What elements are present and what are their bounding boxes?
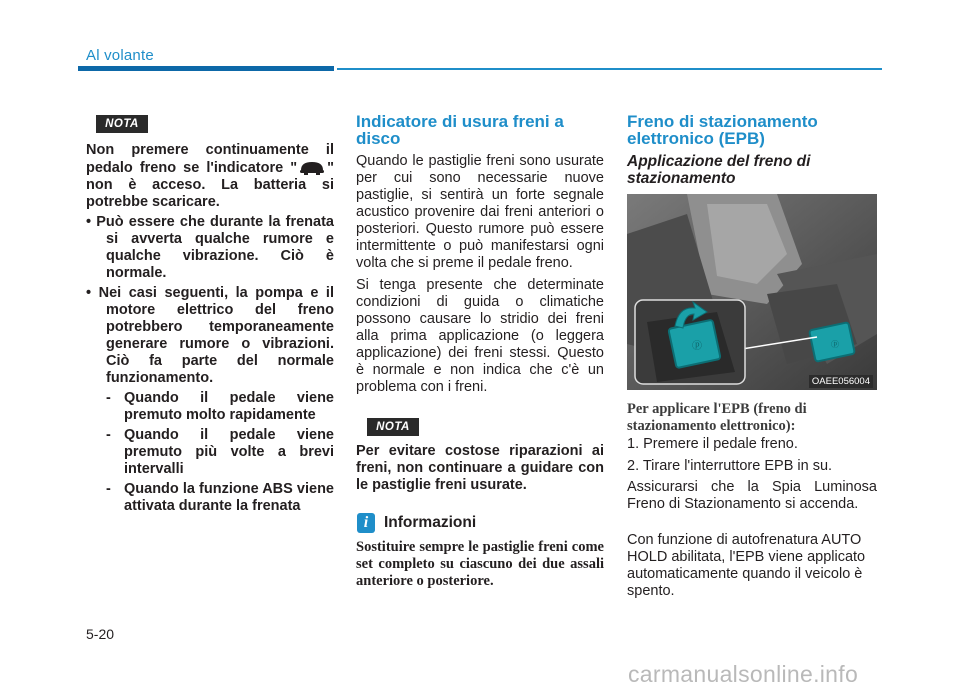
header-rule-dark <box>78 66 334 71</box>
info-header <box>357 513 476 533</box>
dash-item: - Quando la funzione ABS viene attivata durante la frenata <box>106 481 334 514</box>
epb-switch-photo <box>627 194 877 390</box>
note-content <box>86 142 334 515</box>
info-text: Sostituire sempre le pastiglie freni come set completo su ciascuno dei due assali anteriore o posteriore. <box>356 539 604 589</box>
note-intro: Non premere continuamente il pedalo freno se l'indicatore " " non è acceso. La batteria si potrebbe scaricare. <box>86 142 334 210</box>
info-icon: i <box>357 513 375 533</box>
header-rule-light <box>337 68 882 70</box>
note-label: NOTA <box>367 418 419 436</box>
info-label: Informazioni <box>384 514 477 531</box>
svg-text:ⓟ: ⓟ <box>831 340 839 349</box>
dash-item: - Quando il pedale viene premuto più volte a brevi intervalli <box>106 427 334 477</box>
bullet-item: • Nei casi seguenti, la pompa e il motore elettrico del freno potrebbero temporaneamente generare rumore o vibrazioni. Ciò fa parte del normale funzionamento. <box>86 285 334 386</box>
note-label: NOTA <box>96 115 148 133</box>
section-heading: Freno di stazionamento elettronico (EPB) <box>627 112 818 148</box>
paragraph: Assicurarsi che la Spia Luminosa Freno di Stazionamento si accenda. <box>627 479 877 512</box>
paragraph: Quando le pastiglie freni sono usurate per cui sono necessarie nuove pastiglie, si sentirà un forte segnale acustico provenire dai freni anteriori o posteriori. Questo rumore può essere intermittente o può manifestarsi ogni volta che si preme il pedale freno. <box>356 153 604 271</box>
watermark: carmanualsonline.info <box>628 661 859 687</box>
step-item: 2. Tirare l'interruttore EPB in su. <box>627 458 833 474</box>
sub-heading: Applicazione del freno di stazionamento <box>627 153 811 187</box>
brake-wear-text <box>356 153 604 396</box>
image-code: OAEE056004 <box>809 375 873 388</box>
note-text: Per evitare costose riparazioni ai freni, non continuare a guidare con le pastiglie freni usurate. <box>356 443 604 493</box>
brake-warning-icon <box>299 159 325 175</box>
dash-item: - Quando il pedale viene premuto molto rapidamente <box>106 390 334 423</box>
svg-text:ⓟ: ⓟ <box>692 341 702 352</box>
section-heading: Indicatore di usura freni a disco <box>356 112 564 148</box>
image-caption: Per applicare l'EPB (freno di stazionamento elettronico): <box>627 401 807 434</box>
bullet-item: • Può essere che durante la frenata si avverta qualche rumore e qualche vibrazione. Ciò è normale. <box>86 214 334 281</box>
page-number: 5-20 <box>86 626 115 642</box>
step-item: 1. Premere il pedale freno. <box>627 436 798 452</box>
section-title: Al volante <box>86 47 154 64</box>
paragraph: Con funzione di autofrenatura AUTO HOLD abilitata, l'EPB viene applicato automaticamente quando il veicolo è spento. <box>627 532 866 599</box>
paragraph: Si tenga presente che determinate condizioni di guida o climatiche possono causare lo stridio dei freni alla prima applicazione (o leggera applicazione) dei freni stessi. Questo è normale e non indica che c'è un problema con i freni. <box>356 277 604 395</box>
